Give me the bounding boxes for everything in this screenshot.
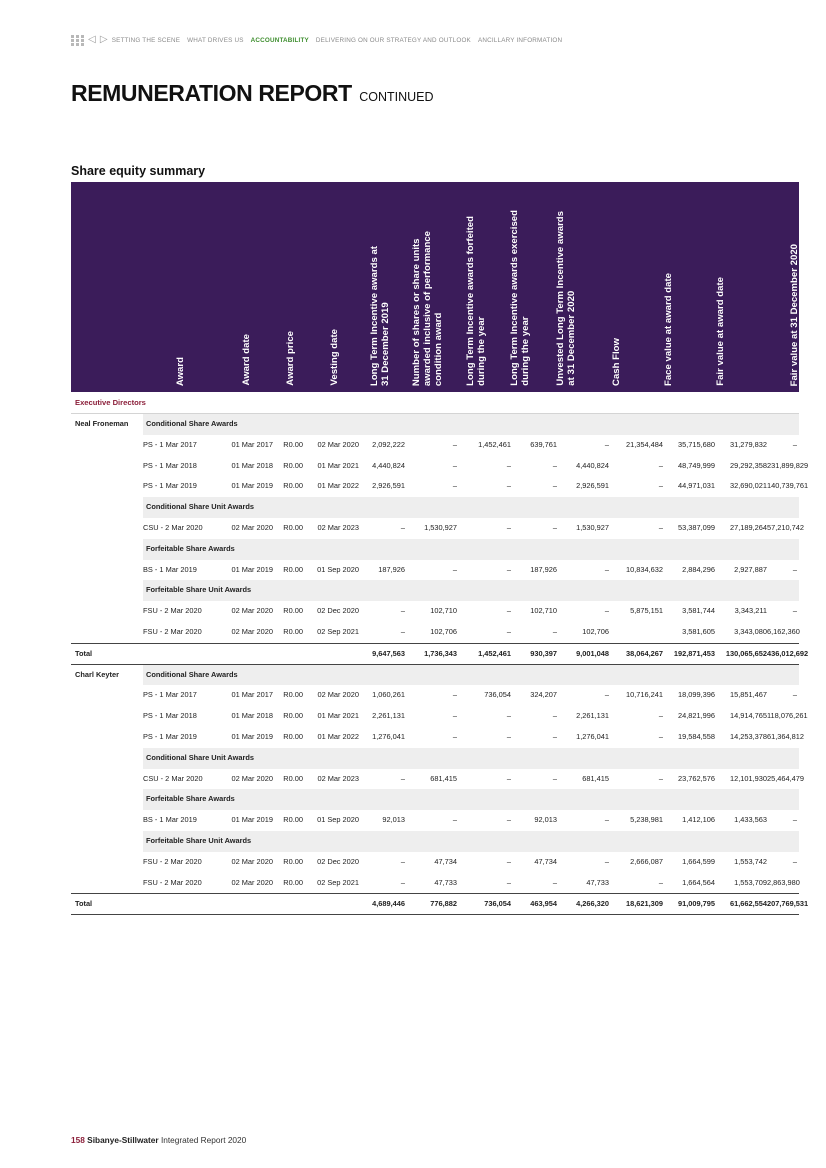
table-row (71, 518, 804, 539)
table-cell: 187,926 (378, 564, 405, 574)
table-cell: 48,749,999 (678, 460, 715, 470)
table-cell: R0.00 (283, 815, 303, 825)
table-cell: 3,343,080 (734, 626, 767, 636)
table-cell: 1,412,106 (682, 815, 715, 825)
table-cell: 23,762,576 (678, 773, 715, 783)
table-cell: – (552, 522, 557, 532)
table-cell: – (658, 711, 663, 721)
table-cell: – (452, 731, 457, 741)
table-cell: R0.00 (283, 439, 303, 449)
table-cell: – (604, 564, 609, 574)
table-cell: 27,189,264 (730, 522, 767, 532)
table-cell: PS - 1 Mar 2019 (143, 731, 197, 741)
table-cell: 102,710 (430, 606, 457, 616)
group-band (143, 665, 799, 686)
table-cell: 01 Mar 2021 (317, 460, 359, 470)
award-group-label: Forfeitable Share Awards (146, 794, 235, 804)
table-cell: – (506, 773, 511, 783)
table-cell: – (604, 606, 609, 616)
total-cell: 4,266,320 (576, 899, 609, 909)
table-cell: 01 Mar 2017 (231, 439, 273, 449)
column-header: Face value at award date (663, 272, 674, 386)
table-cell: – (552, 481, 557, 491)
table-row (71, 560, 799, 581)
table-cell: 102,706 (430, 626, 457, 636)
total-row (71, 643, 809, 665)
table-cell: 4,440,824 (372, 460, 405, 470)
table-cell: 01 Mar 2022 (317, 481, 359, 491)
table-cell: 324,207 (530, 690, 557, 700)
table-cell: R0.00 (283, 564, 303, 574)
table-cell: 92,013 (534, 815, 557, 825)
column-header: Fair value at award date (715, 277, 726, 386)
table-cell: 2,261,131 (576, 711, 609, 721)
table-cell: 01 Mar 2017 (231, 690, 273, 700)
total-cell: 4,689,446 (372, 899, 405, 909)
table-cell: – (552, 711, 557, 721)
table-cell: – (506, 481, 511, 491)
table-cell: 5,238,981 (630, 815, 663, 825)
table-row (71, 622, 799, 643)
table-cell: 102,706 (582, 626, 609, 636)
table-cell: 231,899,829 (767, 460, 809, 470)
table-cell: – (400, 856, 405, 866)
table-cell: CSU - 2 Mar 2020 (143, 522, 203, 532)
table-cell: 02 Dec 2020 (317, 606, 359, 616)
total-label: Total (75, 899, 93, 909)
table-cell: – (552, 731, 557, 741)
column-header: Award (175, 356, 186, 386)
table-cell: 02 Mar 2023 (317, 773, 359, 783)
table-row (71, 810, 799, 831)
table-cell: 5,875,151 (630, 606, 663, 616)
table-cell: 32,690,021 (730, 481, 767, 491)
table-row (71, 852, 799, 873)
table-cell: 21,354,484 (626, 439, 663, 449)
group-band (143, 789, 799, 810)
award-group-row (71, 497, 799, 518)
table-cell: 44,971,031 (678, 481, 715, 491)
award-group-label: Forfeitable Share Awards (146, 543, 235, 553)
grid-menu-icon[interactable] (71, 35, 84, 46)
table-cell: – (506, 522, 511, 532)
table-row (71, 601, 799, 622)
share-equity-table (71, 393, 809, 915)
total-cell: 207,769,531 (767, 899, 809, 909)
table-cell: 2,927,887 (734, 564, 767, 574)
chevron-left-icon[interactable]: ◁ (88, 34, 96, 45)
nav-item-setting-the-scene[interactable]: SETTING THE SCENE (111, 36, 181, 44)
table-cell: 3,581,605 (682, 626, 715, 636)
table-cell: 3,581,744 (682, 606, 715, 616)
table-cell: 01 Mar 2019 (231, 481, 273, 491)
table-row (71, 476, 809, 497)
table-cell: FSU - 2 Mar 2020 (143, 626, 202, 636)
table-cell: – (506, 460, 511, 470)
table-cell: 02 Sep 2021 (317, 626, 359, 636)
table-cell: 2,926,591 (372, 481, 405, 491)
table-cell: – (604, 690, 609, 700)
award-group-label: Conditional Share Unit Awards (146, 502, 254, 512)
award-group-label: Forfeitable Share Unit Awards (146, 585, 252, 595)
table-cell: 53,387,099 (678, 522, 715, 532)
award-group-label: Forfeitable Share Unit Awards (146, 835, 252, 845)
table-cell: – (658, 773, 663, 783)
director-name: Neal Froneman (75, 419, 129, 428)
table-cell: 6,162,360 (767, 626, 800, 636)
nav-item-delivering-strategy[interactable]: DELIVERING ON OUR STRATEGY AND OUTLOOK (315, 36, 471, 44)
total-cell: 18,621,309 (626, 899, 663, 909)
table-cell: 736,054 (484, 690, 511, 700)
table-cell: 10,834,632 (626, 564, 663, 574)
company-name: Sibanye-Stillwater (87, 1135, 159, 1145)
executive-directors-heading (71, 393, 799, 414)
total-cell: 9,001,048 (576, 648, 609, 658)
table-cell: 01 Sep 2020 (317, 564, 359, 574)
table-cell: – (552, 626, 557, 636)
table-cell: 1,276,041 (372, 731, 405, 741)
total-cell: 130,065,652 (725, 648, 767, 658)
table-cell: – (452, 481, 457, 491)
table-cell: – (604, 439, 609, 449)
table-cell: 4,440,824 (576, 460, 609, 470)
table-cell: 3,343,211 (734, 606, 767, 616)
table-cell: R0.00 (283, 856, 303, 866)
table-cell: R0.00 (283, 877, 303, 887)
table-row (71, 769, 804, 790)
section-title: Share equity summary (71, 164, 206, 178)
table-cell: 47,733 (434, 877, 457, 887)
table-cell: – (400, 877, 405, 887)
table-cell: PS - 1 Mar 2019 (143, 481, 197, 491)
table-cell: 639,761 (530, 439, 557, 449)
total-label: Total (75, 648, 93, 658)
table-row (71, 873, 799, 894)
table-cell: 2,863,980 (767, 877, 800, 887)
column-header: Unvested Long Term Incentive awards at 31 December 2020 (555, 211, 577, 386)
award-group-row (71, 539, 799, 560)
table-cell: – (452, 815, 457, 825)
table-cell: 02 Dec 2020 (317, 856, 359, 866)
table-cell: 02 Mar 2020 (231, 856, 273, 866)
page-title (71, 80, 434, 107)
table-row (71, 456, 809, 477)
table-cell: 02 Mar 2020 (317, 690, 359, 700)
award-group-label: Conditional Share Awards (146, 669, 238, 679)
award-group-row (71, 789, 799, 810)
table-cell: R0.00 (283, 626, 303, 636)
table-cell: BS - 1 Mar 2019 (143, 564, 197, 574)
table-cell: 35,715,680 (678, 439, 715, 449)
table-cell: PS - 1 Mar 2017 (143, 439, 197, 449)
table-cell: – (658, 460, 663, 470)
table-row (71, 706, 808, 727)
director-name: Charl Keyter (75, 669, 119, 679)
table-cell: – (400, 626, 405, 636)
table-cell: R0.00 (283, 773, 303, 783)
table-cell: – (604, 856, 609, 866)
table-cell: – (604, 815, 609, 825)
nav-item-accountability[interactable]: ACCOUNTABILITY (250, 36, 309, 44)
group-band (143, 414, 799, 435)
table-cell: 1,530,927 (576, 522, 609, 532)
total-cell: 776,882 (430, 899, 457, 909)
table-cell: 1,452,461 (478, 439, 511, 449)
table-cell: – (792, 815, 797, 825)
total-cell: 38,064,267 (626, 648, 663, 658)
column-header: Long Term Incentive awards forfeited during the year (465, 216, 487, 386)
total-cell: 436,012,692 (767, 648, 809, 658)
table-cell: 01 Mar 2018 (231, 460, 273, 470)
table-cell: 57,210,742 (767, 522, 804, 532)
table-cell: 25,464,479 (767, 773, 804, 783)
chevron-right-icon[interactable]: ▷ (99, 34, 108, 45)
table-cell: 29,292,358 (730, 460, 767, 470)
table-cell: – (658, 877, 663, 887)
table-cell: 15,851,467 (730, 690, 767, 700)
page-footer (71, 1135, 246, 1145)
award-group-row (71, 665, 799, 686)
table-cell: 2,261,131 (372, 711, 405, 721)
table-cell: FSU - 2 Mar 2020 (143, 856, 202, 866)
nav-item-what-drives-us[interactable]: WHAT DRIVES US (187, 36, 244, 44)
award-group-row (71, 414, 799, 435)
section-label: Executive Directors (75, 398, 146, 407)
page-title-suffix: CONTINUED (359, 90, 434, 104)
table-cell: 01 Mar 2022 (317, 731, 359, 741)
total-cell: 9,647,563 (372, 648, 405, 658)
table-cell: – (792, 439, 797, 449)
page-number: 158 (71, 1135, 85, 1145)
column-header: Fair value at 31 December 2020 (789, 243, 800, 386)
table-cell: – (552, 773, 557, 783)
column-header: Number of shares or share units awarded inclusive of performance condition award (411, 230, 444, 386)
table-cell: R0.00 (283, 690, 303, 700)
table-cell: 02 Mar 2020 (317, 439, 359, 449)
table-cell: 18,099,396 (678, 690, 715, 700)
table-cell: – (792, 856, 797, 866)
table-cell: – (452, 564, 457, 574)
table-cell: R0.00 (283, 460, 303, 470)
table-cell: 01 Mar 2019 (231, 815, 273, 825)
column-header: Vesting date (329, 329, 340, 386)
table-cell: 681,415 (582, 773, 609, 783)
column-header: Award price (285, 331, 296, 386)
table-cell: 12,101,930 (730, 773, 767, 783)
table-cell: – (400, 606, 405, 616)
column-header: Long Term Incentive awards at 31 December 2019 (369, 245, 391, 386)
table-cell: 92,013 (382, 815, 405, 825)
total-cell: 61,662,554 (730, 899, 767, 909)
award-group-label: Conditional Share Unit Awards (146, 752, 254, 762)
table-cell: 47,734 (534, 856, 557, 866)
group-band (143, 539, 799, 560)
table-cell: 01 Mar 2019 (231, 731, 273, 741)
table-cell: 1,276,041 (576, 731, 609, 741)
total-cell: 930,397 (530, 648, 557, 658)
table-cell: 01 Mar 2019 (231, 564, 273, 574)
table-cell: 14,253,378 (730, 731, 767, 741)
table-cell: – (506, 856, 511, 866)
table-cell: 2,092,222 (372, 439, 405, 449)
table-cell: 1,530,927 (424, 522, 457, 532)
table-cell: R0.00 (283, 731, 303, 741)
table-cell: – (506, 626, 511, 636)
table-cell: – (552, 460, 557, 470)
table-cell: 61,364,812 (767, 731, 804, 741)
table-cell: 19,584,558 (678, 731, 715, 741)
table-cell: FSU - 2 Mar 2020 (143, 606, 202, 616)
total-cell: 736,054 (484, 899, 511, 909)
top-navigation (71, 33, 569, 47)
award-group-label: Conditional Share Awards (146, 419, 238, 428)
table-cell: 1,433,563 (734, 815, 767, 825)
table-cell: 10,716,241 (626, 690, 663, 700)
table-row (71, 727, 804, 748)
award-group-row (71, 580, 799, 601)
column-header: Award date (241, 334, 252, 386)
total-cell: 463,954 (530, 899, 557, 909)
table-cell: – (658, 731, 663, 741)
table-cell: – (506, 815, 511, 825)
table-cell: 47,733 (586, 877, 609, 887)
table-cell: 118,076,261 (767, 711, 808, 721)
column-header: Cash Flow (611, 338, 622, 386)
total-row (71, 893, 809, 915)
table-cell: BS - 1 Mar 2019 (143, 815, 197, 825)
table-cell: R0.00 (283, 606, 303, 616)
column-header: Long Term Incentive awards exercised during the year (509, 210, 531, 386)
table-header (71, 182, 799, 392)
table-cell: – (506, 711, 511, 721)
table-cell: – (506, 606, 511, 616)
table-cell: 14,914,765 (730, 711, 767, 721)
table-cell: 31,279,832 (730, 439, 767, 449)
table-cell: 01 Mar 2018 (231, 711, 273, 721)
table-cell: 187,926 (530, 564, 557, 574)
table-cell: 140,739,761 (767, 481, 809, 491)
table-cell: PS - 1 Mar 2018 (143, 460, 197, 470)
table-cell: R0.00 (283, 522, 303, 532)
table-cell: – (658, 522, 663, 532)
table-row (71, 435, 799, 456)
table-cell: – (452, 439, 457, 449)
table-cell: – (792, 690, 797, 700)
total-cell: 192,871,453 (673, 648, 715, 658)
table-cell: 1,060,261 (372, 690, 405, 700)
table-cell: 01 Mar 2021 (317, 711, 359, 721)
table-cell: – (506, 731, 511, 741)
table-cell: – (552, 877, 557, 887)
table-cell: – (452, 690, 457, 700)
table-cell: – (452, 460, 457, 470)
table-row (71, 685, 799, 706)
report-name: Integrated Report 2020 (160, 1135, 247, 1145)
nav-item-ancillary-information[interactable]: ANCILLARY INFORMATION (477, 36, 563, 44)
table-cell: – (506, 564, 511, 574)
table-cell: 02 Sep 2021 (317, 877, 359, 887)
table-cell: 2,884,296 (682, 564, 715, 574)
table-cell: R0.00 (283, 481, 303, 491)
table-cell: 02 Mar 2020 (231, 606, 273, 616)
table-cell: 47,734 (434, 856, 457, 866)
award-group-row (71, 831, 799, 852)
table-cell: – (506, 877, 511, 887)
table-cell: 1,664,564 (682, 877, 715, 887)
table-cell: PS - 1 Mar 2018 (143, 711, 197, 721)
table-cell: 102,710 (530, 606, 557, 616)
table-cell: – (400, 522, 405, 532)
table-cell: CSU - 2 Mar 2020 (143, 773, 203, 783)
total-cell: 1,452,461 (478, 648, 511, 658)
table-cell: 681,415 (430, 773, 457, 783)
table-cell: 1,664,599 (682, 856, 715, 866)
table-cell: 01 Sep 2020 (317, 815, 359, 825)
table-cell: 02 Mar 2020 (231, 773, 273, 783)
table-cell: 02 Mar 2020 (231, 877, 273, 887)
table-cell: – (400, 773, 405, 783)
table-cell: FSU - 2 Mar 2020 (143, 877, 202, 887)
table-cell: R0.00 (283, 711, 303, 721)
table-cell: 24,821,996 (678, 711, 715, 721)
table-cell: – (658, 481, 663, 491)
table-cell: 2,666,087 (630, 856, 663, 866)
table-cell: 02 Mar 2020 (231, 522, 273, 532)
table-cell: 02 Mar 2023 (317, 522, 359, 532)
total-cell: 1,736,343 (424, 648, 457, 658)
table-cell: – (792, 564, 797, 574)
table-cell: 2,926,591 (576, 481, 609, 491)
total-cell: 91,009,795 (678, 899, 715, 909)
page-title-main: REMUNERATION REPORT (71, 80, 352, 106)
table-cell: PS - 1 Mar 2017 (143, 690, 197, 700)
table-cell: – (792, 606, 797, 616)
table-cell: – (452, 711, 457, 721)
table-cell: 02 Mar 2020 (231, 626, 273, 636)
table-cell: 1,553,742 (734, 856, 767, 866)
table-cell: 1,553,709 (734, 877, 767, 887)
award-group-row (71, 748, 799, 769)
